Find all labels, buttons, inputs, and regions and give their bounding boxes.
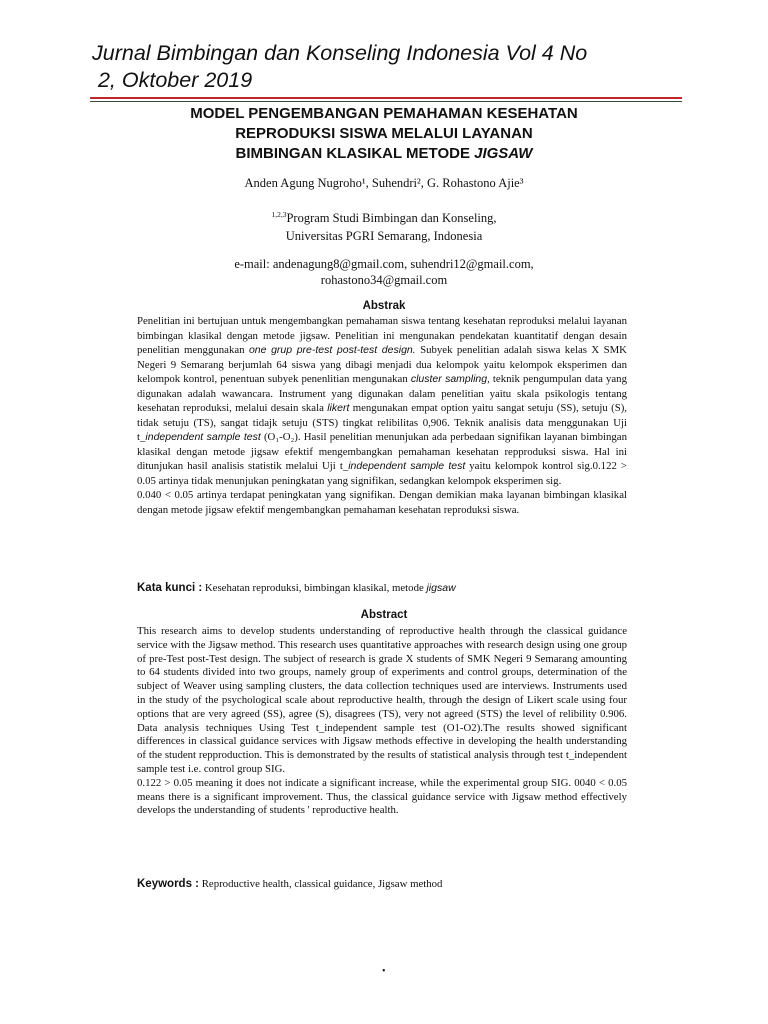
abstrak-heading: Abstrak	[362, 300, 406, 312]
abstrak-text: Penelitian ini bertujuan untuk mengembangkan pemahaman siswa tentang kesehatan reproduksi melalui layanan bimbingan klasikal dengan metode jigsaw. Penelitian ini mengunakan pendekatan kuantitatif dengan desain penelitian menggunakan	[137, 315, 627, 356]
abstrak-text: Subyek penelitian adalah siswa kelas X SMK Negeri 9 Semarang berjumlah 64 siswa yang dibagi menjadi dua kelompok yaitu kelompok eksperimen dan kelompok kontrol, penentuan subyek penenlitian mengunakan	[137, 344, 627, 385]
abstrak-text: , teknik pengumpulan data yang digunakan adalah wawancara. Instrument yang digunakan dalam penelitian yaitu skala psikologis tentang kesehatan reproduksi, melalui desain skala	[137, 373, 627, 414]
journal-title-line-1: Jurnal Bimbingan dan Konseling Indonesia Vol 4 No	[92, 41, 588, 65]
abstrak-italic-likert: likert	[327, 402, 350, 414]
kata-kunci-italic: jigsaw	[426, 582, 456, 594]
header-rule-dark	[90, 101, 682, 102]
header-rule-red	[90, 97, 682, 99]
affiliation-line-2: Universitas PGRI Semarang, Indonesia	[285, 229, 483, 244]
abstract-body	[137, 625, 627, 818]
email-line-2: rohastono34@gmail.com	[320, 273, 448, 287]
email-line-1: e-mail: andenagung8@gmail.com, suhendri12@gmail.com,	[234, 257, 534, 271]
paper-title-line-3-italic: JIGSAW	[474, 145, 533, 162]
abstrak-paragraph-1	[137, 314, 627, 488]
author-list: Anden Agung Nugroho¹, Suhendri², G. Rohastono Ajie³	[244, 176, 524, 190]
abstract-heading: Abstract	[360, 609, 408, 621]
keywords-label: Keywords :	[137, 878, 199, 890]
affiliation-superscript: 1,2,3	[271, 210, 287, 219]
paper-title-line-1: MODEL PENGEMBANGAN PEMAHAMAN KESEHATAN	[190, 105, 578, 122]
affiliation-line-1	[90, 206, 678, 227]
affiliation	[90, 206, 678, 245]
kata-kunci	[137, 582, 637, 594]
abstrak-italic-sampling: cluster sampling	[410, 373, 488, 385]
journal-title-line-2: 2, Oktober 2019	[92, 68, 253, 92]
abstrak-body	[137, 314, 627, 517]
email-block	[90, 256, 678, 288]
abstract-paragraph-1: This research aims to develop students understanding of reproductive health through the classical guidance service with the Jigsaw method. This research uses quantitative approaches with research design using one group of pre-Test post-Test design. The subject of research is grade X students of SMK Negeri 9 Semarang amounting to 64 students divided into two groups, namely group of experiments and control groups, determination of the subject of Weaver using sampling clusters, the data collection techniques used are interviews. Instruments used in the study of the psychological scale about reproductive health, through the design of Likert scale using four options that are very agreed (SS), agree (S), disagrees (TS), very not agreed (STS) the level of relibility 0.906. Data analysis techniques Using Test t_independent sample test (O1-O2).The results showed significant differences in classical guidance services with Jigsaw methods effective in developing the health understanding of the student repproduction. This is demonstrated by the results of statistical analysis through test t_independent sample test i.e. control group SIG.	[137, 625, 627, 775]
abstrak-paragraph-2: 0.040 < 0.05 artinya terdapat peningkatan yang signifikan. Dengan demikian maka layanan bimbingan klasikal dengan metode jigsaw efektif mengembangkan pemahaman kesehatan reproduksi siswa.	[137, 489, 627, 516]
abstrak-text: yaitu kelompok kontrol sig.0.122 > 0.05 artinya tidak menunjukan peningkatan yang signifikan, sedangkan kelompok eksperimen sig.	[137, 460, 627, 487]
paper-title-line-3	[90, 144, 678, 164]
page-mark: •	[382, 966, 386, 977]
paper-title	[90, 104, 678, 164]
paper-title-line-3-text: BIMBINGAN KLASIKAL METODE	[235, 145, 475, 162]
paper-title-line-2: REPRODUKSI SISWA MELALUI LAYANAN	[235, 125, 533, 142]
abstract-paragraph-2: 0.122 > 0.05 meaning it does not indicate a significant increase, while the experimental group SIG. 0040 < 0.05 means there is a significant improvement. Thus, the classical guidance service with Jigsaw method effectively develops the understanding of students ' reproductive health.	[137, 776, 627, 817]
abstrak-text: mengunakan empat option yaitu sangat setuju (SS), setuju (S), tidak setuju (TS), sangat tidajk setuju (STS) tingkat relibilitas 0,906. Teknik analisis data menggunakan Uji t_	[137, 402, 627, 443]
affiliation-program: Program Studi Bimbingan dan Konseling,	[286, 211, 497, 226]
kata-kunci-label: Kata kunci :	[137, 582, 203, 594]
keywords	[137, 878, 637, 890]
abstrak-text: (O₁-O₂). Hasil penelitian menunjukan ada perbedaan signifikan layanan bimbingan klasikal dengan metode jigsaw efektif mengembangkan pemahaman kesehatan repproduksi siswa. Hal ini ditunjukan hasil analisis statistik melalui Uji t_	[137, 431, 627, 472]
abstrak-italic-test: independent sample test	[145, 431, 261, 443]
keywords-text: Reproductive health, classical guidance, Jigsaw method	[199, 878, 443, 890]
kata-kunci-text: Kesehatan reproduksi, bimbingan klasikal, metode	[202, 582, 427, 594]
abstrak-italic-test: independent sample test	[348, 460, 466, 472]
abstrak-italic-design: one grup pre-test post-test design.	[248, 344, 416, 356]
journal-title	[92, 40, 692, 94]
